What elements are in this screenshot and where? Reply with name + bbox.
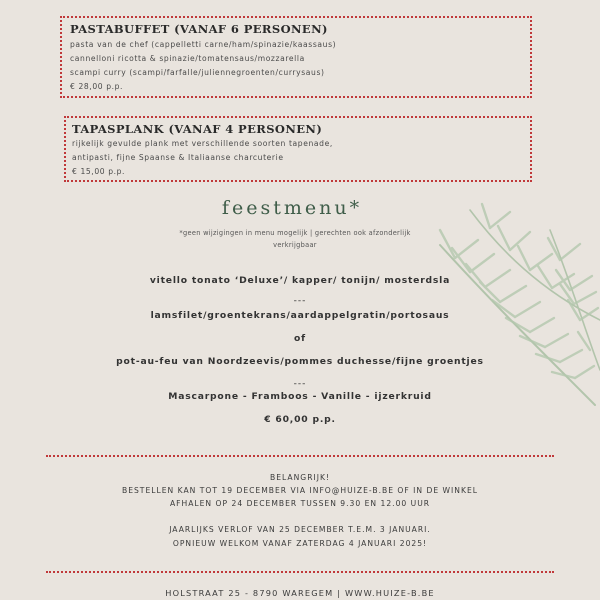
tapasplank-line: antipasti, fijne Spaanse & Italiaanse charcuterie xyxy=(72,153,284,162)
menu-dessert: Mascarpone - Framboos - Vanille - ijzerkruid xyxy=(168,391,432,402)
pastabuffet-box xyxy=(60,16,532,98)
menu-separator: --- xyxy=(293,296,307,306)
menu-main-option-1: lamsfilet/groentekrans/aardappelgratin/portosaus xyxy=(150,310,450,321)
pastabuffet-line: cannelloni ricotta & spinazie/tomatensaus/mozzarella xyxy=(70,54,305,63)
pastabuffet-line: pasta van de chef (cappelletti carne/ham/spinazie/kaassaus) xyxy=(70,40,337,49)
pastabuffet-line: scampi curry (scampi/farfalle/juliennegroenten/currysaus) xyxy=(70,68,325,77)
menu-main-option-2: pot-au-feu van Noordzeevis/pommes duchesse/fijne groentjes xyxy=(116,356,484,367)
tapasplank-title: TAPASPLANK (VANAF 4 PERSONEN) xyxy=(72,122,323,136)
info-heading: BELANGRIJK! xyxy=(270,473,330,482)
feestmenu-title: feestmenu* xyxy=(221,197,363,219)
divider-top xyxy=(46,455,554,457)
feestmenu-note xyxy=(155,227,435,251)
tapasplank-box xyxy=(64,116,532,182)
info-line: AFHALEN OP 24 DECEMBER TUSSEN 9.30 EN 12.00 UUR xyxy=(169,499,431,508)
pastabuffet-title: PASTABUFFET (VANAF 6 PERSONEN) xyxy=(70,22,328,36)
menu-separator: --- xyxy=(293,379,307,389)
info-line: OPNIEUW WELKOM VANAF ZATERDAG 4 JANUARI 2025! xyxy=(172,539,428,548)
divider-bottom xyxy=(46,571,554,573)
tapasplank-price: € 15,00 p.p. xyxy=(72,167,126,176)
menu-starter: vitello tonato ‘Deluxe’/ kapper/ tonijn/ mosterdsla xyxy=(149,275,451,286)
footer-address: HOLSTRAAT 25 - 8790 WAREGEM | WWW.HUIZE-B.BE xyxy=(165,588,435,598)
menu-price: € 60,00 p.p. xyxy=(264,414,336,425)
info-line: JAARLIJKS VERLOF VAN 25 DECEMBER T.E.M. 3 JANUARI. xyxy=(169,525,431,534)
feestmenu-note-line: verkrijgbaar xyxy=(273,241,317,249)
pastabuffet-price: € 28,00 p.p. xyxy=(70,82,124,91)
feestmenu-note-line: *geen wijzigingen in menu mogelijk | gerechten ook afzonderlijk xyxy=(179,229,411,237)
tapasplank-line: rijkelijk gevulde plank met verschillende soorten tapenade, xyxy=(72,139,333,148)
menu-or: of xyxy=(294,333,306,344)
info-line: BESTELLEN KAN TOT 19 DECEMBER VIA INFO@HUIZE-B.BE OF IN DE WINKEL xyxy=(121,486,478,495)
